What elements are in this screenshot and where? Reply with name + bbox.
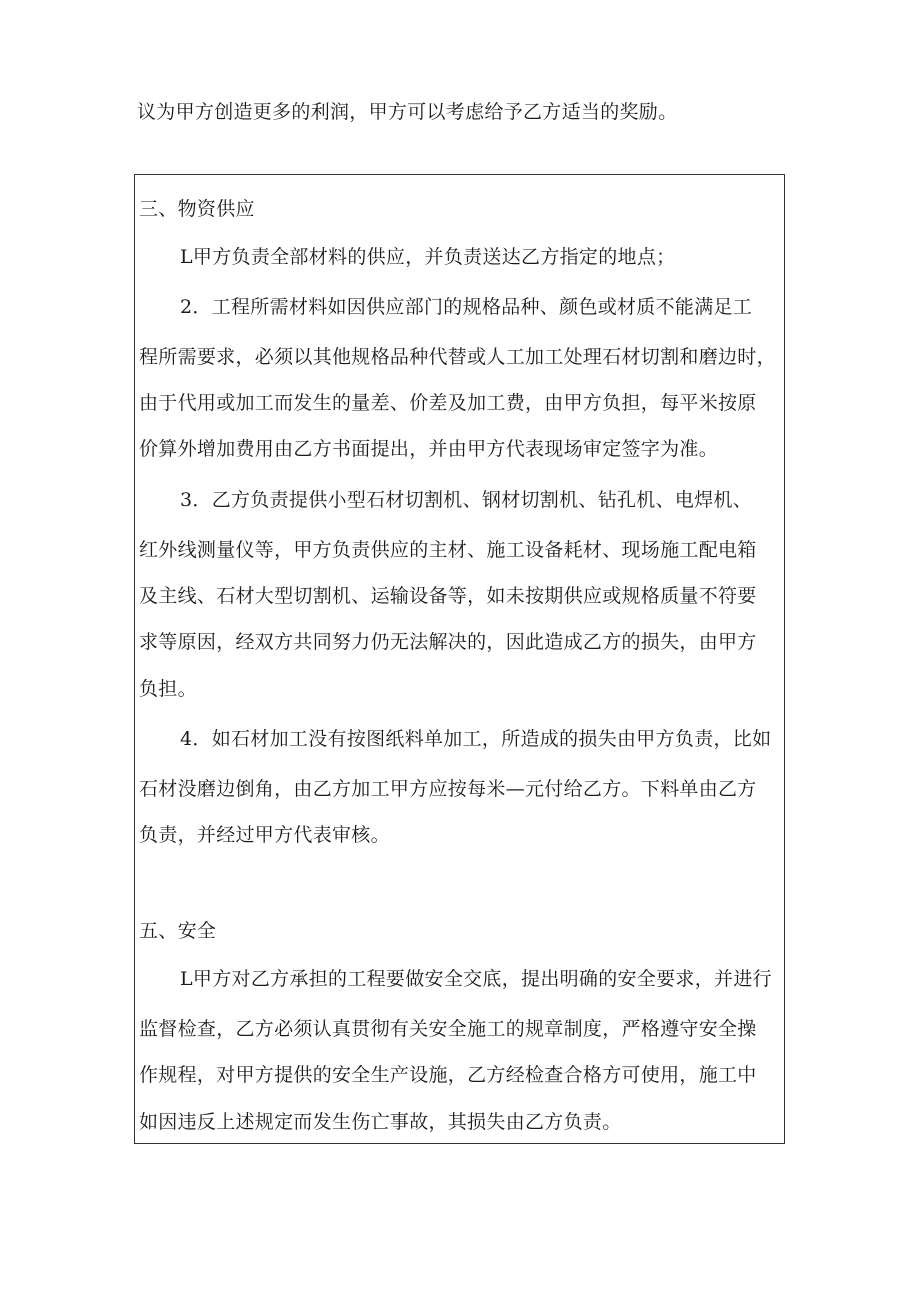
materials-line-8: 及主线、石材大型切割机、运输设备等，如未按期供应或规格质量不符要 <box>139 585 757 607</box>
intro-paragraph-line: 议为甲方创造更多的利润，甲方可以考虑给予乙方适当的奖励。 <box>137 101 678 123</box>
materials-line-7: 红外线测量仪等，甲方负责供应的主材、施工设备耗材、现场施工配电箱 <box>139 539 757 561</box>
safety-line-2: 监督检查，乙方必须认真贯彻有关安全施工的规章制度，严格遵守安全操 <box>139 1018 757 1040</box>
materials-line-4: 由于代用或加工而发生的量差、价差及加工费，由甲方负担，每平米按原 <box>139 392 757 414</box>
materials-line-6: 3．乙方负责提供小型石材切割机、钢材切割机、钻孔机、电焊机、 <box>180 489 753 511</box>
materials-line-12: 石材没磨边倒角，由乙方加工甲方应按每米—元付给乙方。下料单由乙方 <box>139 778 757 800</box>
materials-line-10: 负担。 <box>139 678 197 700</box>
materials-line-9: 求等原因，经双方共同努力仍无法解决的，因此造成乙方的损失，由甲方 <box>139 631 757 653</box>
safety-line-4: 如因违反上述规定而发生伤亡事故，其损失由乙方负责。 <box>139 1111 622 1133</box>
section-heading-materials: 三、物资供应 <box>139 198 255 220</box>
materials-line-1: L甲方负责全部材料的供应，并负责送达乙方指定的地点； <box>180 246 676 268</box>
materials-line-2: 2．工程所需材料如因供应部门的规格品种、颜色或材质不能满足工 <box>180 296 753 318</box>
materials-line-5: 价算外增加费用由乙方书面提出，并由甲方代表现场审定签字为准。 <box>139 438 719 460</box>
section-heading-safety: 五、安全 <box>139 920 217 942</box>
content-frame <box>134 174 785 1144</box>
safety-line-3: 作规程，对甲方提供的安全生产设施，乙方经检查合格方可使用，施工中 <box>139 1064 757 1086</box>
materials-line-3: 程所需要求，必须以其他规格品种代替或人工加工处理石材切割和磨边时， <box>139 346 776 368</box>
materials-line-11: 4．如石材加工没有按图纸料单加工，所造成的损失由甲方负责，比如 <box>180 728 772 750</box>
materials-line-13: 负责，并经过甲方代表审核。 <box>139 824 390 846</box>
safety-line-1: L甲方对乙方承担的工程要做安全交底，提出明确的安全要求，并进行 <box>180 968 772 990</box>
